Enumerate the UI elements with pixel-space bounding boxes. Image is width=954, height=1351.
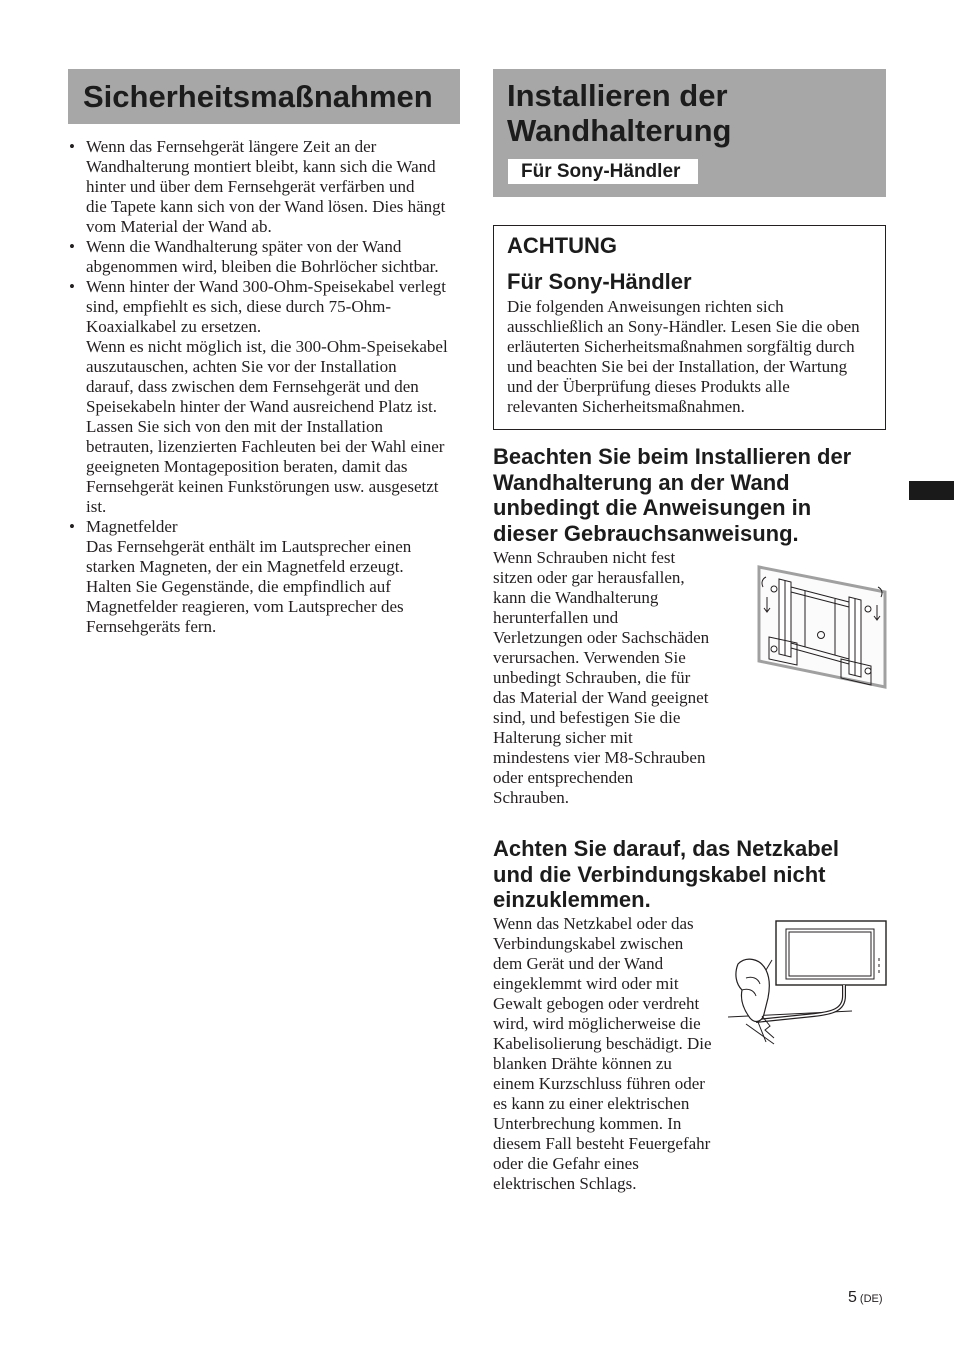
page-number: 5 bbox=[848, 1289, 857, 1306]
section-body-line: dem Gerät und der Wand bbox=[493, 954, 664, 973]
section-body-line: mindestens vier M8-Schrauben bbox=[493, 748, 706, 767]
bullet-text-line: Fernsehgerät keinen Funkstörungen usw. ausgesetzt bbox=[86, 477, 439, 496]
install-title bbox=[507, 78, 731, 148]
section-heading-line: und die Verbindungskabel nicht bbox=[493, 861, 826, 887]
bullet-text-line: ist. bbox=[86, 497, 107, 516]
page-language-suffix: (DE) bbox=[859, 1293, 883, 1305]
section-body-line: Verbindungskabel zwischen bbox=[493, 934, 684, 953]
section-body-line: Unterbrechung kommen. In bbox=[493, 1114, 682, 1133]
section-heading-line: dieser Gebrauchsanweisung. bbox=[493, 520, 799, 546]
bullet-text-line: die Tapete kann sich von der Wand lösen. Dies hängt bbox=[86, 197, 446, 216]
safety-title: Sicherheitsmaßnahmen bbox=[83, 79, 433, 114]
caution-heading: Für Sony-Händler bbox=[507, 269, 692, 294]
install-title-box bbox=[493, 69, 886, 197]
wall-bracket-illustration bbox=[757, 565, 887, 689]
caution-text-line: ausschließlich an Sony-Händler. Lesen Sie die oben bbox=[507, 317, 860, 336]
dealer-tag: Für Sony-Händler bbox=[508, 159, 698, 184]
section-heading-line: Beachten Sie beim Installieren der bbox=[493, 444, 852, 469]
tv-body bbox=[776, 921, 886, 985]
section-tab-marker bbox=[909, 481, 954, 500]
screws-section-heading bbox=[493, 444, 851, 546]
hand-icon bbox=[736, 959, 769, 1021]
section-body-line: oder die Gefahr eines bbox=[493, 1154, 639, 1173]
section-body-line: blanken Drähte können zu bbox=[493, 1054, 672, 1073]
section-body-line: Kabelisolierung beschädigt. Die bbox=[493, 1034, 712, 1053]
bullet-text bbox=[86, 277, 473, 517]
section-body-line: Wenn das Netzkabel oder das bbox=[493, 914, 694, 933]
screws-section-body bbox=[493, 548, 709, 808]
bullet-text-line: sind, empfiehlt es sich, diese durch 75-Ohm- bbox=[86, 297, 391, 316]
bullet-item-wall-discoloration bbox=[68, 137, 473, 237]
bullet-text-line: • Wenn die Wandhalterung später von der Wand bbox=[86, 237, 402, 256]
caution-label: ACHTUNG bbox=[507, 233, 617, 258]
bullet-text bbox=[86, 137, 473, 237]
caution-text-line: und beachten Sie bei der Installation, der Wartung bbox=[507, 357, 848, 376]
bullet-item-magnetic-fields bbox=[68, 517, 473, 637]
section-heading-line: Wandhalterung an der Wand bbox=[493, 469, 790, 495]
cable-section-heading bbox=[493, 836, 839, 913]
section-body-line: es kann zu einer elektrischen bbox=[493, 1094, 690, 1113]
section-body-line: das Material der Wand geeignet bbox=[493, 688, 709, 707]
bullet-item-drill-holes bbox=[68, 237, 473, 277]
section-body-line: Schrauben. bbox=[493, 788, 570, 807]
bracket-right-rail bbox=[849, 597, 861, 677]
bullet-item-feeder-cable bbox=[68, 277, 473, 517]
cable-pinch-illustration bbox=[728, 918, 888, 1048]
section-body-line: Halterung sicher mit bbox=[493, 728, 633, 747]
bullet-text-line: abgenommen wird, bleiben die Bohrlöcher sichtbar. bbox=[86, 257, 439, 276]
caution-box bbox=[493, 225, 886, 430]
section-heading-line: einzuklemmen. bbox=[493, 887, 651, 913]
section-body-line: einem Kurzschluss führen oder bbox=[493, 1074, 705, 1093]
bullet-text-line: Fernsehgeräts fern. bbox=[86, 617, 217, 636]
caution-text-line: und der Überprüfung dieses Produkts alle bbox=[507, 377, 790, 396]
cable-section-body bbox=[493, 914, 712, 1194]
bullet-text-line: • Wenn hinter der Wand 300-Ohm-Speisekabel verlegt bbox=[86, 277, 446, 296]
bullet-text-line: starken Magneten, der ein Magnetfeld erzeugt. bbox=[86, 557, 404, 576]
bullet-text-line: Magnetfelder reagieren, vom Lautsprecher des bbox=[86, 597, 404, 616]
section-body-line: diesem Fall besteht Feuergefahr bbox=[493, 1134, 711, 1153]
bullet-text bbox=[86, 517, 473, 637]
bullet-text bbox=[86, 237, 473, 277]
bullet-text-line: Halten Sie Gegenstände, die empfindlich auf bbox=[86, 577, 391, 596]
bullet-text-line: hinter und über dem Fernsehgerät verfärben und bbox=[86, 177, 415, 196]
install-title-line: Wandhalterung bbox=[507, 113, 732, 148]
caution-text-line: Die folgenden Anweisungen richten sich bbox=[507, 297, 784, 316]
section-body-line: verursachen. Verwenden Sie bbox=[493, 648, 686, 667]
bullet-text-line: Speisekabeln hinter der Wand ausreichend Platz ist. bbox=[86, 397, 437, 416]
bullet-text-line: Wandhalterung montiert bleibt, kann sich die Wand bbox=[86, 157, 436, 176]
section-body-line: eingeklemmt wird oder mit bbox=[493, 974, 679, 993]
section-body-line: herunterfallen und bbox=[493, 608, 619, 627]
bullet-text-line: • Wenn das Fernsehgerät längere Zeit an der bbox=[86, 137, 377, 156]
bullet-text-line: vom Material der Wand ab. bbox=[86, 217, 272, 236]
caution-text-line: erläuterten Sicherheitsmaßnahmen sorgfältig durch bbox=[507, 337, 855, 356]
bracket-left-rail bbox=[779, 579, 791, 657]
bullet-text-line: Koaxialkabel zu ersetzen. bbox=[86, 317, 262, 336]
section-body-line: Wenn Schrauben nicht fest bbox=[493, 548, 676, 567]
bullet-text-line: Das Fernsehgerät enthält im Lautsprecher einen bbox=[86, 537, 412, 556]
caution-text bbox=[507, 297, 860, 417]
bullet-text-line: geeigneten Montageposition beraten, damit das bbox=[86, 457, 408, 476]
caution-text-line: relevanten Sicherheitsmaßnahmen. bbox=[507, 397, 745, 416]
section-body-line: kann die Wandhalterung bbox=[493, 588, 659, 607]
section-body-line: Gewalt gebogen oder verdreht bbox=[493, 994, 700, 1013]
section-body-line: unbedingt Schrauben, die für bbox=[493, 668, 691, 687]
safety-title-box bbox=[68, 69, 460, 124]
section-body-line: Verletzungen oder Sachschäden bbox=[493, 628, 710, 647]
bullet-text-line: betrauten, lizenzierten Fachleuten bei der Wahl einer bbox=[86, 437, 445, 456]
bullet-text-line: auszutauschen, achten Sie vor der Installation bbox=[86, 357, 397, 376]
section-body-line: elektrischen Schlags. bbox=[493, 1174, 637, 1193]
install-title-line: Installieren der bbox=[507, 78, 728, 113]
bullet-text-line: darauf, dass zwischen dem Fernsehgerät und den bbox=[86, 377, 419, 396]
bullet-text-line: • Magnetfelder bbox=[86, 517, 178, 536]
section-heading-line: unbedingt die Anweisungen in bbox=[493, 495, 812, 521]
page-footer bbox=[848, 1288, 883, 1309]
bullet-text-line: Lassen Sie sich von den mit der Installation bbox=[86, 417, 383, 436]
section-body-line: wird, wird möglicherweise die bbox=[493, 1014, 701, 1033]
section-heading-line: Achten Sie darauf, das Netzkabel bbox=[493, 836, 839, 861]
bullet-text-line: Wenn es nicht möglich ist, die 300-Ohm-Speisekabel bbox=[86, 337, 448, 356]
section-body-line: sitzen oder gar herausfallen, bbox=[493, 568, 685, 587]
safety-bullet-list bbox=[68, 137, 473, 637]
section-body-line: oder entsprechenden bbox=[493, 768, 634, 787]
section-body-line: sind, und befestigen Sie die bbox=[493, 708, 681, 727]
